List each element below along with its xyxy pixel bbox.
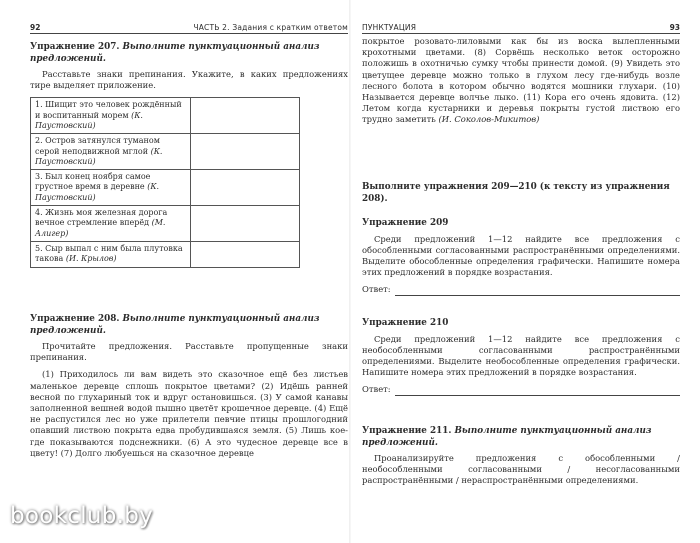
left-running-title: ЧАСТЬ 2. Задания с кратким ответом bbox=[193, 23, 348, 32]
page-gutter bbox=[349, 0, 351, 543]
left-running-head bbox=[30, 22, 348, 34]
exercise-207-task: Выполните пунктуационный анализ предложений. bbox=[30, 42, 320, 64]
table-cell-answer bbox=[190, 98, 299, 134]
table-cell-answer bbox=[190, 241, 299, 267]
answer-label: Ответ: bbox=[362, 284, 391, 295]
exercise-208 bbox=[30, 314, 348, 459]
table-row bbox=[31, 241, 300, 267]
exercise-208-title bbox=[30, 314, 348, 337]
right-page-number: 93 bbox=[669, 23, 680, 32]
exercise-211 bbox=[362, 426, 680, 487]
group-instruction: Выполните упражнения 209—210 (к тексту из упражнения 208). bbox=[362, 182, 670, 204]
exercise-209-title: Упражнение 209 bbox=[362, 218, 449, 228]
exercise-207-table bbox=[30, 97, 300, 267]
table-cell-answer bbox=[190, 134, 299, 170]
table-cell-sentence: 4. Жизнь моя железная дорога вечное стремление вперёд (М. Алигер) bbox=[31, 206, 191, 242]
exercise-207-instruction: Расставьте знаки препинания. Укажите, в каких предложениях тире выделяет приложение. bbox=[30, 69, 348, 91]
table-row bbox=[31, 98, 300, 134]
continuation-author: (И. Соколов-Микитов) bbox=[438, 114, 540, 125]
exercise-211-number: Упражнение 211. bbox=[362, 426, 452, 436]
right-running-head bbox=[362, 22, 680, 34]
continuation-text: покрытое розовато-лиловыми как бы из воска вылепленными крохотными цветами. (8) Сорвёшь несколько веток осторожно положишь в охотничью сумку чтобы принести домой. (9) Увидеть это цветущее деревце можно только в глухом лесу где-нибудь возле лесного болота в котором обычно водятся мошники глухари. (10) Называется деревце волчье лыко. (11) Кора его очень ядовита. (12) Летом когда кустарники и деревья покрыты густой листвою его трудно заметить (И. Соколов-Микитов) bbox=[362, 36, 680, 125]
exercise-211-title bbox=[362, 426, 680, 449]
table-cell-sentence: 1. Шищит это человек рождённый и воспитанный морем (К. Паустовский) bbox=[31, 98, 191, 134]
exercise-209-answer bbox=[362, 284, 680, 295]
exercise-208-task: Выполните пунктуационный анализ предложений. bbox=[30, 314, 320, 336]
exercise-210-text: Среди предложений 1—12 найдите все предложения с необособленными согласованными распространёнными определениями. Выделите необособленные определения графически. Напишите номера этих предложений в порядке возрастания. bbox=[362, 333, 680, 378]
table-cell-sentence: 3. Был конец ноября самое грустное время в деревне (К. Паустовский) bbox=[31, 170, 191, 206]
left-page bbox=[30, 22, 348, 527]
exercise-208-text: (1) Приходилось ли вам видеть это сказочное ещё без листьев маленькое деревце сплошь покрытое цветами? (2) Идёшь ранней весной по глухариный ток и вдруг остановишься. (3) У самой канавы заполненной вешней водой пышно цветёт крошечное деревце. (4) Ещё не распустился лес но уже прилетели певчие птицы прошлогодний опавший листвою покрыта едва пробудившаяся земля. (5) Лишь кое-где показываются подснежники. (6) А это чудесное деревце все в цвету! (7) Долго любуешься на сказочное деревце bbox=[30, 369, 348, 458]
exercise-207 bbox=[30, 42, 348, 268]
answer-line[interactable] bbox=[395, 287, 680, 296]
answer-line[interactable] bbox=[395, 387, 680, 396]
answer-label: Ответ: bbox=[362, 384, 391, 395]
table-cell-sentence: 2. Остров затянулся туманом серой неподвижной мглой (К. Паустовский) bbox=[31, 134, 191, 170]
exercise-210-answer bbox=[362, 384, 680, 395]
table-row bbox=[31, 134, 300, 170]
exercise-207-title bbox=[30, 42, 348, 65]
exercise-209-text: Среди предложений 1—12 найдите все предложения с обособленными согласованными распространёнными определениями. Выделите обособленные определения графически. Напишите номера этих предложений в порядке возрастания. bbox=[362, 233, 680, 278]
right-running-title: ПУНКТУАЦИЯ bbox=[362, 23, 417, 32]
exercise-210-title: Упражнение 210 bbox=[362, 318, 449, 328]
watermark: bookclub.by bbox=[10, 503, 154, 529]
table-cell-answer bbox=[190, 170, 299, 206]
text-continuation bbox=[362, 36, 680, 126]
exercise-207-number: Упражнение 207. bbox=[30, 42, 120, 52]
exercise-211-task: Выполните пунктуационный анализ предложений. bbox=[362, 426, 652, 448]
exercise-208-number: Упражнение 208. bbox=[30, 314, 120, 324]
left-page-number: 92 bbox=[30, 23, 41, 32]
exercise-210 bbox=[362, 318, 680, 396]
table-cell-sentence: 5. Сыр выпал с ним была плутовка такова (И. Крылов) bbox=[31, 241, 191, 267]
table-cell-answer bbox=[190, 206, 299, 242]
exercise-211-text: Проанализируйте предложения с обособленными / необособленными согласованными / несогласованными распространёнными / нераспространёнными определениями. bbox=[362, 453, 680, 486]
right-page bbox=[362, 22, 680, 527]
exercise-209 bbox=[362, 218, 680, 296]
table-row bbox=[31, 170, 300, 206]
table-row bbox=[31, 206, 300, 242]
exercise-208-instruction: Прочитайте предложения. Расставьте пропущенные знаки препинания. bbox=[30, 341, 348, 363]
